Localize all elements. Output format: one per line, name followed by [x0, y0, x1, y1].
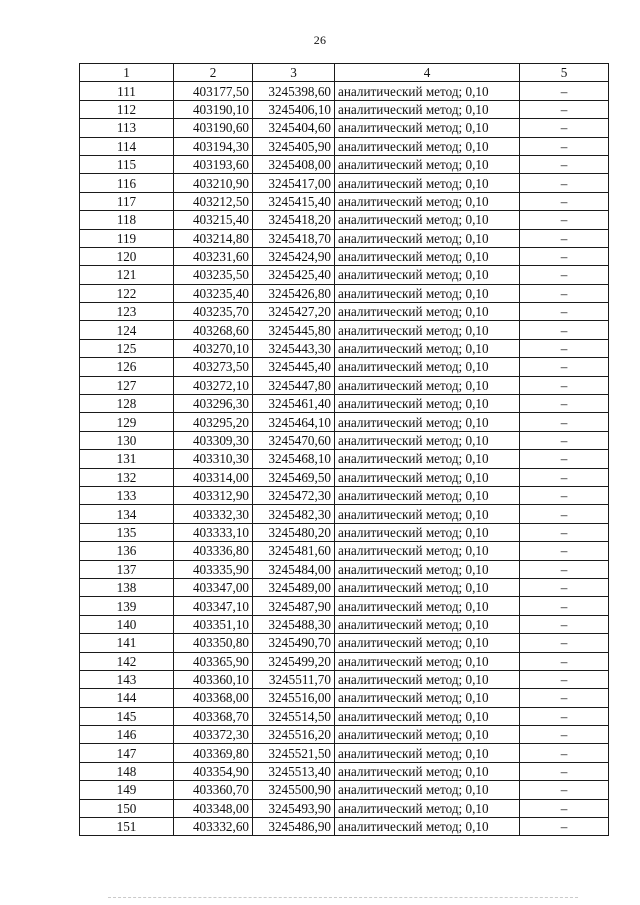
y-coordinate-cell: 3245469,50 [253, 468, 335, 486]
table-row [80, 597, 609, 615]
remark-cell: – [520, 707, 609, 725]
y-coordinate-cell: 3245415,40 [253, 192, 335, 210]
column-header-remark: 5 [520, 64, 609, 82]
remark-cell: – [520, 100, 609, 118]
page-number: 26 [313, 33, 327, 47]
y-coordinate-cell: 3245445,80 [253, 321, 335, 339]
x-coordinate-cell: 403354,90 [174, 762, 253, 780]
y-coordinate-cell: 3245484,00 [253, 560, 335, 578]
method-accuracy-cell: аналитический метод; 0,10 [335, 597, 520, 615]
remark-cell: – [520, 468, 609, 486]
method-accuracy-cell: аналитический метод; 0,10 [335, 762, 520, 780]
remark-cell: – [520, 486, 609, 504]
point-number-cell: 116 [80, 174, 174, 192]
x-coordinate-cell: 403215,40 [174, 211, 253, 229]
point-number-cell: 138 [80, 578, 174, 596]
remark-cell: – [520, 266, 609, 284]
method-accuracy-cell: аналитический метод; 0,10 [335, 395, 520, 413]
method-accuracy-cell: аналитический метод; 0,10 [335, 376, 520, 394]
point-number-cell: 141 [80, 634, 174, 652]
scan-artifact-divider [108, 897, 578, 901]
x-coordinate-cell: 403350,80 [174, 634, 253, 652]
y-coordinate-cell: 3245468,10 [253, 450, 335, 468]
point-number-cell: 129 [80, 413, 174, 431]
method-accuracy-cell: аналитический метод; 0,10 [335, 670, 520, 688]
y-coordinate-cell: 3245481,60 [253, 542, 335, 560]
x-coordinate-cell: 403309,30 [174, 431, 253, 449]
remark-cell: – [520, 505, 609, 523]
y-coordinate-cell: 3245464,10 [253, 413, 335, 431]
point-number-cell: 114 [80, 137, 174, 155]
method-accuracy-cell: аналитический метод; 0,10 [335, 781, 520, 799]
table-row [80, 321, 609, 339]
y-coordinate-cell: 3245516,00 [253, 689, 335, 707]
y-coordinate-cell: 3245521,50 [253, 744, 335, 762]
method-accuracy-cell: аналитический метод; 0,10 [335, 726, 520, 744]
remark-cell: – [520, 818, 609, 836]
x-coordinate-cell: 403310,30 [174, 450, 253, 468]
method-accuracy-cell: аналитический метод; 0,10 [335, 634, 520, 652]
y-coordinate-cell: 3245487,90 [253, 597, 335, 615]
table-body [80, 82, 609, 836]
point-number-cell: 148 [80, 762, 174, 780]
point-number-cell: 121 [80, 266, 174, 284]
table-row [80, 468, 609, 486]
x-coordinate-cell: 403272,10 [174, 376, 253, 394]
table-row [80, 174, 609, 192]
table-row [80, 211, 609, 229]
table-row [80, 707, 609, 725]
x-coordinate-cell: 403347,10 [174, 597, 253, 615]
remark-cell: – [520, 339, 609, 357]
remark-cell: – [520, 82, 609, 100]
table-row [80, 689, 609, 707]
point-number-cell: 125 [80, 339, 174, 357]
table-row [80, 634, 609, 652]
y-coordinate-cell: 3245406,10 [253, 100, 335, 118]
y-coordinate-cell: 3245514,50 [253, 707, 335, 725]
remark-cell: – [520, 229, 609, 247]
y-coordinate-cell: 3245445,40 [253, 358, 335, 376]
remark-cell: – [520, 431, 609, 449]
y-coordinate-cell: 3245427,20 [253, 303, 335, 321]
remark-cell: – [520, 578, 609, 596]
method-accuracy-cell: аналитический метод; 0,10 [335, 321, 520, 339]
method-accuracy-cell: аналитический метод; 0,10 [335, 339, 520, 357]
y-coordinate-cell: 3245480,20 [253, 523, 335, 541]
x-coordinate-cell: 403336,80 [174, 542, 253, 560]
y-coordinate-cell: 3245482,30 [253, 505, 335, 523]
point-number-cell: 134 [80, 505, 174, 523]
x-coordinate-cell: 403368,70 [174, 707, 253, 725]
y-coordinate-cell: 3245488,30 [253, 615, 335, 633]
table-row [80, 155, 609, 173]
y-coordinate-cell: 3245516,20 [253, 726, 335, 744]
x-coordinate-cell: 403360,10 [174, 670, 253, 688]
remark-cell: – [520, 174, 609, 192]
method-accuracy-cell: аналитический метод; 0,10 [335, 615, 520, 633]
table-row [80, 82, 609, 100]
y-coordinate-cell: 3245426,80 [253, 284, 335, 302]
remark-cell: – [520, 615, 609, 633]
point-number-cell: 127 [80, 376, 174, 394]
table-row [80, 247, 609, 265]
x-coordinate-cell: 403235,40 [174, 284, 253, 302]
table-row [80, 450, 609, 468]
point-number-cell: 145 [80, 707, 174, 725]
table-row [80, 781, 609, 799]
y-coordinate-cell: 3245499,20 [253, 652, 335, 670]
table-row [80, 303, 609, 321]
header-row [80, 64, 609, 82]
remark-cell: – [520, 119, 609, 137]
point-number-cell: 120 [80, 247, 174, 265]
table-row [80, 615, 609, 633]
point-number-cell: 113 [80, 119, 174, 137]
point-number-cell: 111 [80, 82, 174, 100]
table-header [80, 64, 609, 82]
remark-cell: – [520, 542, 609, 560]
y-coordinate-cell: 3245417,00 [253, 174, 335, 192]
x-coordinate-cell: 403332,60 [174, 818, 253, 836]
x-coordinate-cell: 403212,50 [174, 192, 253, 210]
remark-cell: – [520, 689, 609, 707]
remark-cell: – [520, 781, 609, 799]
method-accuracy-cell: аналитический метод; 0,10 [335, 560, 520, 578]
point-number-cell: 135 [80, 523, 174, 541]
method-accuracy-cell: аналитический метод; 0,10 [335, 174, 520, 192]
table-row [80, 542, 609, 560]
point-number-cell: 149 [80, 781, 174, 799]
y-coordinate-cell: 3245486,90 [253, 818, 335, 836]
method-accuracy-cell: аналитический метод; 0,10 [335, 192, 520, 210]
table-row [80, 652, 609, 670]
remark-cell: – [520, 597, 609, 615]
table-row [80, 726, 609, 744]
point-number-cell: 136 [80, 542, 174, 560]
x-coordinate-cell: 403210,90 [174, 174, 253, 192]
method-accuracy-cell: аналитический метод; 0,10 [335, 431, 520, 449]
x-coordinate-cell: 403193,60 [174, 155, 253, 173]
x-coordinate-cell: 403333,10 [174, 523, 253, 541]
method-accuracy-cell: аналитический метод; 0,10 [335, 229, 520, 247]
point-number-cell: 122 [80, 284, 174, 302]
y-coordinate-cell: 3245490,70 [253, 634, 335, 652]
point-number-cell: 140 [80, 615, 174, 633]
method-accuracy-cell: аналитический метод; 0,10 [335, 303, 520, 321]
y-coordinate-cell: 3245513,40 [253, 762, 335, 780]
column-header-y-coordinate: 3 [253, 64, 335, 82]
y-coordinate-cell: 3245405,90 [253, 137, 335, 155]
table-row [80, 744, 609, 762]
table-row [80, 395, 609, 413]
remark-cell: – [520, 523, 609, 541]
y-coordinate-cell: 3245398,60 [253, 82, 335, 100]
x-coordinate-cell: 403296,30 [174, 395, 253, 413]
point-number-cell: 132 [80, 468, 174, 486]
method-accuracy-cell: аналитический метод; 0,10 [335, 211, 520, 229]
x-coordinate-cell: 403368,00 [174, 689, 253, 707]
remark-cell: – [520, 376, 609, 394]
method-accuracy-cell: аналитический метод; 0,10 [335, 119, 520, 137]
y-coordinate-cell: 3245443,30 [253, 339, 335, 357]
point-number-cell: 142 [80, 652, 174, 670]
y-coordinate-cell: 3245470,60 [253, 431, 335, 449]
y-coordinate-cell: 3245408,00 [253, 155, 335, 173]
method-accuracy-cell: аналитический метод; 0,10 [335, 744, 520, 762]
table-row [80, 431, 609, 449]
method-accuracy-cell: аналитический метод; 0,10 [335, 652, 520, 670]
y-coordinate-cell: 3245424,90 [253, 247, 335, 265]
table-row [80, 560, 609, 578]
remark-cell: – [520, 726, 609, 744]
y-coordinate-cell: 3245425,40 [253, 266, 335, 284]
remark-cell: – [520, 303, 609, 321]
point-number-cell: 151 [80, 818, 174, 836]
point-number-cell: 115 [80, 155, 174, 173]
method-accuracy-cell: аналитический метод; 0,10 [335, 523, 520, 541]
x-coordinate-cell: 403351,10 [174, 615, 253, 633]
remark-cell: – [520, 137, 609, 155]
remark-cell: – [520, 799, 609, 817]
x-coordinate-cell: 403295,20 [174, 413, 253, 431]
x-coordinate-cell: 403190,60 [174, 119, 253, 137]
table-row [80, 486, 609, 504]
method-accuracy-cell: аналитический метод; 0,10 [335, 578, 520, 596]
x-coordinate-cell: 403312,90 [174, 486, 253, 504]
method-accuracy-cell: аналитический метод; 0,10 [335, 799, 520, 817]
remark-cell: – [520, 321, 609, 339]
x-coordinate-cell: 403332,30 [174, 505, 253, 523]
remark-cell: – [520, 652, 609, 670]
remark-cell: – [520, 560, 609, 578]
point-number-cell: 119 [80, 229, 174, 247]
x-coordinate-cell: 403231,60 [174, 247, 253, 265]
y-coordinate-cell: 3245418,20 [253, 211, 335, 229]
method-accuracy-cell: аналитический метод; 0,10 [335, 82, 520, 100]
x-coordinate-cell: 403347,00 [174, 578, 253, 596]
column-header-x-coordinate: 2 [174, 64, 253, 82]
table-row [80, 358, 609, 376]
remark-cell: – [520, 413, 609, 431]
table-row [80, 137, 609, 155]
table-row [80, 762, 609, 780]
method-accuracy-cell: аналитический метод; 0,10 [335, 818, 520, 836]
table-row [80, 266, 609, 284]
y-coordinate-cell: 3245489,00 [253, 578, 335, 596]
table-row [80, 376, 609, 394]
point-number-cell: 123 [80, 303, 174, 321]
point-number-cell: 144 [80, 689, 174, 707]
table-row [80, 284, 609, 302]
table-row [80, 192, 609, 210]
point-number-cell: 147 [80, 744, 174, 762]
point-number-cell: 130 [80, 431, 174, 449]
method-accuracy-cell: аналитический метод; 0,10 [335, 358, 520, 376]
point-number-cell: 150 [80, 799, 174, 817]
y-coordinate-cell: 3245472,30 [253, 486, 335, 504]
x-coordinate-cell: 403235,70 [174, 303, 253, 321]
table-row [80, 670, 609, 688]
x-coordinate-cell: 403372,30 [174, 726, 253, 744]
table-row [80, 339, 609, 357]
method-accuracy-cell: аналитический метод; 0,10 [335, 707, 520, 725]
table-row [80, 578, 609, 596]
point-number-cell: 133 [80, 486, 174, 504]
method-accuracy-cell: аналитический метод; 0,10 [335, 413, 520, 431]
method-accuracy-cell: аналитический метод; 0,10 [335, 247, 520, 265]
x-coordinate-cell: 403360,70 [174, 781, 253, 799]
x-coordinate-cell: 403190,10 [174, 100, 253, 118]
method-accuracy-cell: аналитический метод; 0,10 [335, 284, 520, 302]
x-coordinate-cell: 403314,00 [174, 468, 253, 486]
remark-cell: – [520, 450, 609, 468]
column-header-method-accuracy: 4 [335, 64, 520, 82]
remark-cell: – [520, 395, 609, 413]
method-accuracy-cell: аналитический метод; 0,10 [335, 505, 520, 523]
remark-cell: – [520, 284, 609, 302]
table-row [80, 229, 609, 247]
point-number-cell: 126 [80, 358, 174, 376]
remark-cell: – [520, 155, 609, 173]
point-number-cell: 131 [80, 450, 174, 468]
y-coordinate-cell: 3245418,70 [253, 229, 335, 247]
table-row [80, 119, 609, 137]
table-row [80, 799, 609, 817]
x-coordinate-cell: 403235,50 [174, 266, 253, 284]
remark-cell: – [520, 634, 609, 652]
table-row [80, 413, 609, 431]
y-coordinate-cell: 3245447,80 [253, 376, 335, 394]
remark-cell: – [520, 247, 609, 265]
x-coordinate-cell: 403268,60 [174, 321, 253, 339]
point-number-cell: 128 [80, 395, 174, 413]
x-coordinate-cell: 403348,00 [174, 799, 253, 817]
method-accuracy-cell: аналитический метод; 0,10 [335, 542, 520, 560]
remark-cell: – [520, 211, 609, 229]
remark-cell: – [520, 670, 609, 688]
method-accuracy-cell: аналитический метод; 0,10 [335, 450, 520, 468]
x-coordinate-cell: 403214,80 [174, 229, 253, 247]
x-coordinate-cell: 403365,90 [174, 652, 253, 670]
y-coordinate-cell: 3245461,40 [253, 395, 335, 413]
table-row [80, 100, 609, 118]
table-row [80, 505, 609, 523]
table-row [80, 818, 609, 836]
remark-cell: – [520, 744, 609, 762]
point-number-cell: 137 [80, 560, 174, 578]
table-row [80, 523, 609, 541]
x-coordinate-cell: 403369,80 [174, 744, 253, 762]
point-number-cell: 112 [80, 100, 174, 118]
remark-cell: – [520, 192, 609, 210]
x-coordinate-cell: 403335,90 [174, 560, 253, 578]
point-number-cell: 139 [80, 597, 174, 615]
remark-cell: – [520, 762, 609, 780]
x-coordinate-cell: 403273,50 [174, 358, 253, 376]
point-number-cell: 118 [80, 211, 174, 229]
y-coordinate-cell: 3245500,90 [253, 781, 335, 799]
x-coordinate-cell: 403177,50 [174, 82, 253, 100]
method-accuracy-cell: аналитический метод; 0,10 [335, 689, 520, 707]
x-coordinate-cell: 403194,30 [174, 137, 253, 155]
method-accuracy-cell: аналитический метод; 0,10 [335, 155, 520, 173]
column-header-point-number: 1 [80, 64, 174, 82]
method-accuracy-cell: аналитический метод; 0,10 [335, 100, 520, 118]
method-accuracy-cell: аналитический метод; 0,10 [335, 266, 520, 284]
point-number-cell: 146 [80, 726, 174, 744]
remark-cell: – [520, 358, 609, 376]
coordinates-table [79, 63, 609, 836]
point-number-cell: 117 [80, 192, 174, 210]
point-number-cell: 124 [80, 321, 174, 339]
y-coordinate-cell: 3245493,90 [253, 799, 335, 817]
method-accuracy-cell: аналитический метод; 0,10 [335, 468, 520, 486]
y-coordinate-cell: 3245511,70 [253, 670, 335, 688]
x-coordinate-cell: 403270,10 [174, 339, 253, 357]
method-accuracy-cell: аналитический метод; 0,10 [335, 137, 520, 155]
point-number-cell: 143 [80, 670, 174, 688]
y-coordinate-cell: 3245404,60 [253, 119, 335, 137]
method-accuracy-cell: аналитический метод; 0,10 [335, 486, 520, 504]
